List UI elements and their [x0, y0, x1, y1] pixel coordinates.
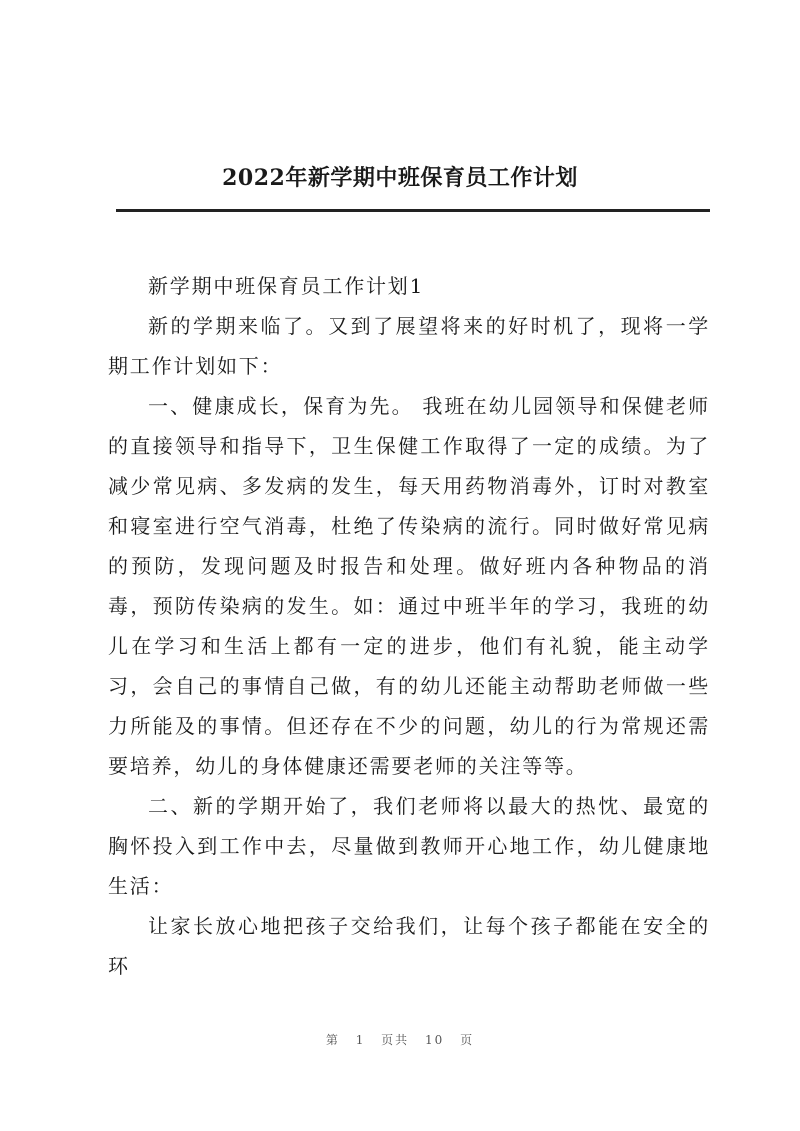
document-title: 2022年新学期中班保育员工作计划: [222, 165, 578, 191]
parents-paragraph: 让家长放心地把孩子交给我们，让每个孩子都能在安全的环: [108, 914, 710, 978]
new-semester-paragraph: 二、新的学期开始了，我们老师将以最大的热忱、最宽的胸怀投入到工作中去，尽量做到教师开心地工作，幼儿健康地生活：: [108, 794, 710, 898]
health-paragraph: 一、健康成长，保育为先。 我班在幼儿园领导和保健老师的直接领导和指导下，卫生保健工作取得了一定的成绩。为了减少常见病、多发病的发生，每天用药物消毒外，订时对教室和寝室进行空气消毒，杜绝了传染病的流行。同时做好常见病的预防，发现问题及时报告和处理。做好班内各种物品的消毒，预防传染病的发生。如：通过中班半年的学习，我班的幼儿在学习和生活上都有一定的进步，他们有礼貌，能主动学习，会自己的事情自己做，有的幼儿还能主动帮助老师做一些力所能及的事情。但还存在不少的问题，幼儿的行为常规还需要培养，幼儿的身体健康还需要老师的关注等等。: [108, 394, 710, 778]
title-divider: [116, 209, 710, 212]
page-footer: 第 1 页共 10 页: [325, 1033, 475, 1047]
section-heading: 新学期中班保育员工作计划1: [148, 274, 425, 298]
intro-paragraph: 新的学期来临了。又到了展望将来的好时机了，现将一学期工作计划如下：: [108, 314, 710, 378]
document-body: [108, 266, 710, 986]
